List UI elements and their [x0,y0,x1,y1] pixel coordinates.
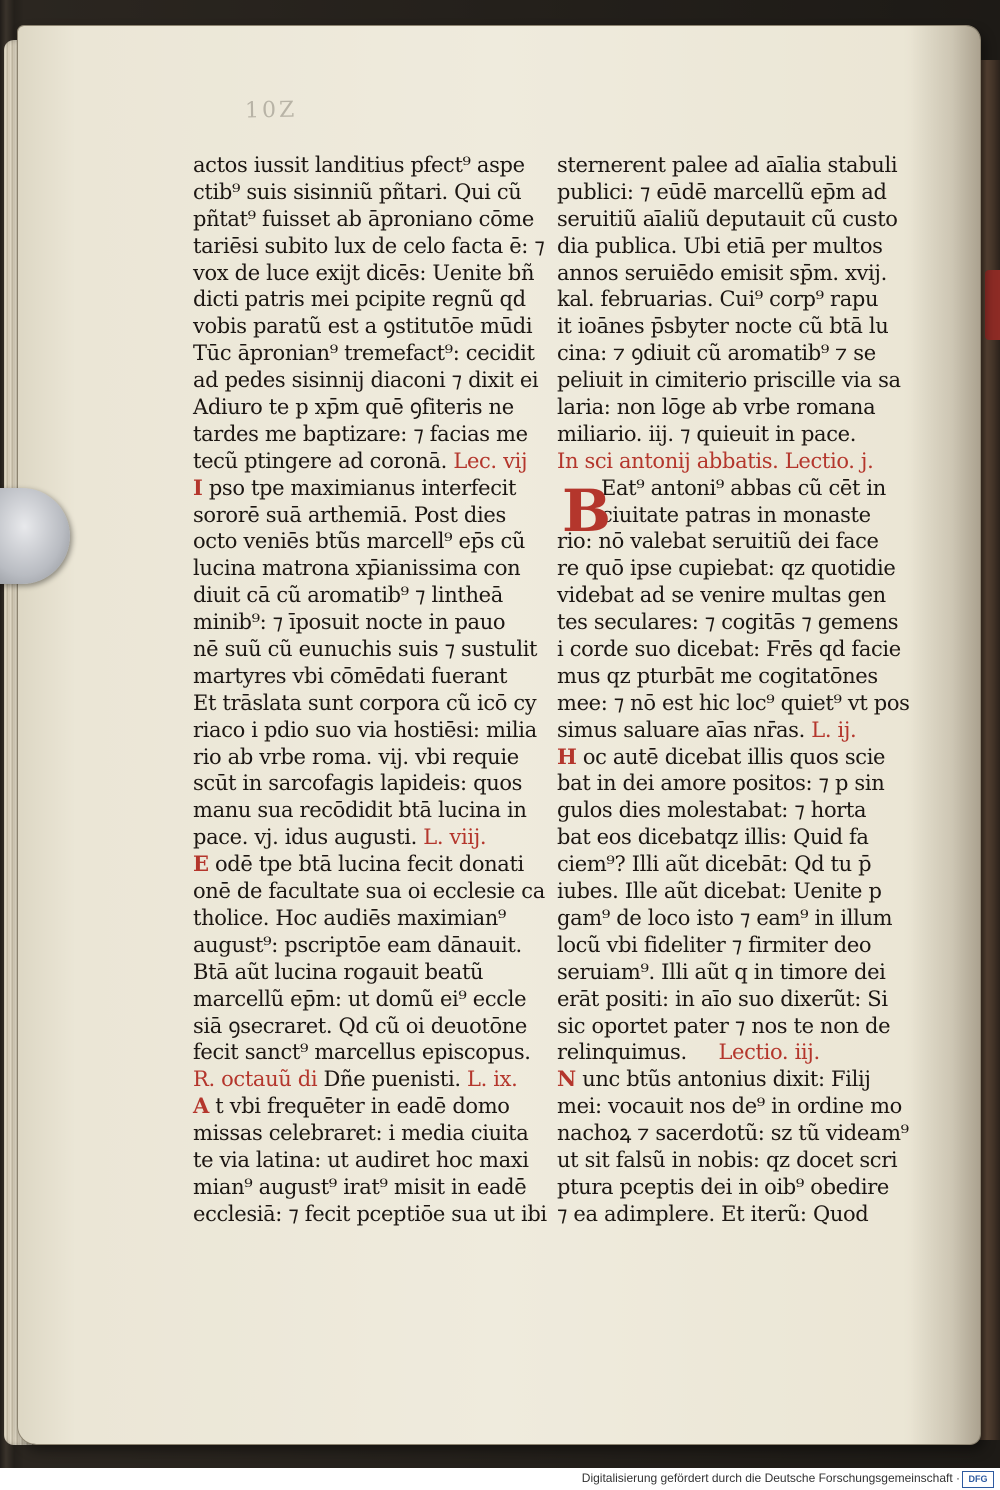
text-line: seruitiũ aīaliũ deputauit cũ custo [557,206,898,231]
text-line [193,1066,545,1093]
text-line: martyres vbi cōmēdati fuerant [193,663,508,688]
text-line: mei: vocauit nos de⁹ in ordine mo [557,1094,902,1119]
text-line: ⁊ ea adimplere. Et iterũ: Quod [557,1201,869,1226]
text-line: vox de luce exijt dicēs: Uenite bñ [193,260,535,285]
text-line [557,744,907,771]
text-fragment: pace. vj. idus augusti. [193,825,417,850]
text-line: tardes me baptizare: ⁊ facias me [193,421,528,446]
rubric-lectio-vij: Lec. vij [453,448,528,473]
dfg-logo: DFG [962,1471,994,1488]
text-line: dicti patris mei pcipite regnũ qd [193,287,526,312]
text-line: nē suũ cũ eunuchis suis ⁊ sustulit [193,637,538,662]
text-line: ciem⁹? Illi aũt dicebāt: Qd tu p̄ [557,852,872,877]
right-text-column [557,152,910,1228]
text-line: sororē suā arthemiā. Post dies [193,502,506,527]
page-gutter-shadow [910,26,980,1444]
text-line: te via latina: ut audiret hoc maxi [193,1147,529,1172]
text-line: publici: ⁊ eūdē marcellũ ep̄m ad [557,179,887,204]
text-line: tholice. Hoc audiēs maximian⁹ [193,905,506,930]
text-line: erāt positi: in aīo suo dixerũt: Si [557,986,888,1011]
text-line: Btā aũt lucina rogauit beatũ [193,959,484,984]
text-fragment: t vbi frequēter in eadē domo [215,1094,510,1119]
text-line: sic oportet pater ⁊ nos te non de [557,1013,891,1038]
text-line: kal. februarias. Cui⁹ corp⁹ rapu [557,287,879,312]
rubric-lectio-iij: Lectio. iij. [718,1040,820,1065]
initial-h: H [557,743,577,769]
text-line: sternerent palee ad aīalia stabuli [557,153,898,177]
text-line: it ioānes p̄sbyter nocte cũ btā lu [557,314,889,339]
initial-b: B [562,477,612,545]
text-line: marcellũ ep̄m: ut domũ ei⁹ eccle [193,986,527,1011]
text-line: bat eos dicebatqz illis: Quid fa [557,825,869,850]
text-line: ctib⁹ suis sisinniũ pñtari. Qui cũ [193,179,522,204]
text-line [557,717,907,744]
text-fragment: Dñe puenisti. [323,1067,461,1092]
text-line: vobis paratũ est a ꝯstitutōe mūdi [193,314,533,339]
text-fragment: odē tpe btā lucina fecit donati [215,852,524,877]
text-line: siā ꝯsecraret. Qd cũ oi deuotōne [193,1013,527,1038]
text-line: mian⁹ august⁹ irat⁹ misit in eadē [193,1174,527,1199]
book-spine-edge [978,60,1000,1440]
text-line: Et trāslata sunt corpora cũ icō cy [193,690,537,715]
rubric-lectio-ij: L. ij. [811,717,857,742]
text-line: bat in dei amore positos: ⁊ p sin [557,771,885,796]
text-line: nachoꝝ ⁊ sacerdotũ: sz tũ videam⁹ [557,1121,909,1146]
text-line: dia publica. Ubi etiā per multos [557,233,883,258]
text-line [557,1039,907,1066]
text-line: manu sua recōdidit btā lucina in [193,798,527,823]
text-line: scūt in sarcofagis lapideis: quos [193,771,523,796]
text-line: cina: ⁊ ꝯdiuit cũ aromatib⁹ ⁊ se [557,341,876,366]
text-line: locũ vbi fideliter ⁊ firmiter deo [557,932,872,957]
text-line: octo veniēs btũs marcell⁹ ep̄s cũ [193,529,526,554]
text-line [557,1066,907,1093]
text-line [193,824,545,851]
text-fragment: pso tpe maximianus interfecit [208,475,517,500]
text-line: seruiam⁹. Illi aũt q in timore dei [557,959,886,984]
text-line: pñtat⁹ fuisset ab āproniano cōme [193,206,535,231]
rubric-lectio-viij: L. viij. [423,825,487,850]
text-line: i corde suo dicebat: Frēs qd facie [557,637,901,662]
text-line: ciuitate patras in monaste [601,502,871,527]
text-line: tes seculares: ⁊ cogitās ⁊ gemens [557,610,899,635]
text-line: re quō ipse cupiebat: qz quotidie [557,556,896,581]
initial-n: N [557,1066,576,1092]
text-fragment: simus saluare aīas nr̄as. [557,717,805,742]
text-line: ecclesiā: ⁊ fecit pceptiōe sua ut ibi [193,1201,547,1226]
text-line: Adiuro te p xp̄m quē ꝯfiteris ne [193,395,514,420]
text-line: laria: non lōge ab vrbe romana [557,395,876,420]
text-line: missas celebraret: i media ciuita [193,1121,529,1146]
credit-bar [0,1468,1000,1490]
text-line [193,475,545,502]
text-line: minib⁹: ⁊ īposuit nocte in pauo [193,610,506,635]
rubric-heading-antonius: In sci antonij abbatis. Lectio. j. [557,448,874,473]
text-line: riaco i pdio suo via hostiēsi: milia [193,717,537,742]
left-text-column [193,152,545,1228]
text-line: august⁹: pscriptōe eam dānauit. [193,932,522,957]
text-line: miliario. iij. ⁊ quieuit in pace. [557,421,857,446]
text-line: annos seruiēdo emisit sp̄m. xvij. [557,260,887,285]
text-fragment: tecũ ptingere ad coronā. [193,448,448,473]
initial-e: E [193,851,209,877]
credit-text: Digitalisierung gefördert durch die Deutsche Forschungsgemeinschaft · [581,1471,960,1485]
text-line: lucina matrona xp̄ianissima con [193,556,521,581]
text-line: Tūc āpronian⁹ tremefact⁹: cecidit [193,341,535,366]
text-fragment: oc autē dicebat illis quos scie [582,744,886,769]
text-line: rio ab vrbe roma. vij. vbi requie [193,744,519,769]
text-line: onē de facultate sua oi ecclesie ca [193,879,545,904]
text-line: mee: ⁊ nō est hic loc⁹ quiet⁹ vt pos [557,690,910,715]
text-line: gam⁹ de loco isto ⁊ eam⁹ in illum [557,905,893,930]
text-line: gulos dies molestabat: ⁊ horta [557,798,867,823]
text-line: rio: nō valebat seruitiũ dei face [557,529,879,554]
text-line: ad pedes sisinnij diaconi ⁊ dixit ei [193,368,539,393]
text-line [193,1093,545,1120]
folio-number: 10Z [244,97,298,124]
text-line: fecit sanct⁹ marcellus episcopus. [193,1040,531,1065]
initial-i: I [193,474,203,500]
rubric-lectio-ix: L. ix. [467,1067,518,1092]
rubric-responsory: R. octauũ di [193,1067,318,1092]
text-line: tariēsi subito lux de celo facta ē: ⁊ [193,233,545,258]
text-line: diuit cā cũ aromatib⁹ ⁊ lintheā [193,583,503,608]
text-line [193,851,545,878]
text-line: Eat⁹ antoni⁹ abbas cũ cēt in [601,475,886,500]
text-line: mus qz pturbāt me cogitatōnes [557,663,878,688]
red-bookmark-tab [985,270,1000,340]
text-line [193,448,545,475]
text-line: iubes. Ille aũt dicebat: Uenite p [557,879,882,904]
text-line: actos iussit landitius pfect⁹ aspe [193,153,525,177]
text-fragment: unc btũs antonius dixit: Filij [582,1067,871,1092]
text-fragment: relinquimus. [557,1040,687,1065]
initial-a: A [193,1093,209,1119]
text-line: ptura pceptis dei in oib⁹ obedire [557,1174,889,1199]
text-line: videbat ad se venire multas gen [557,583,886,608]
text-line: ut sit falsũ in nobis: qz docet scri [557,1147,898,1172]
text-line: peliuit in cimiterio priscille via sa [557,368,901,393]
